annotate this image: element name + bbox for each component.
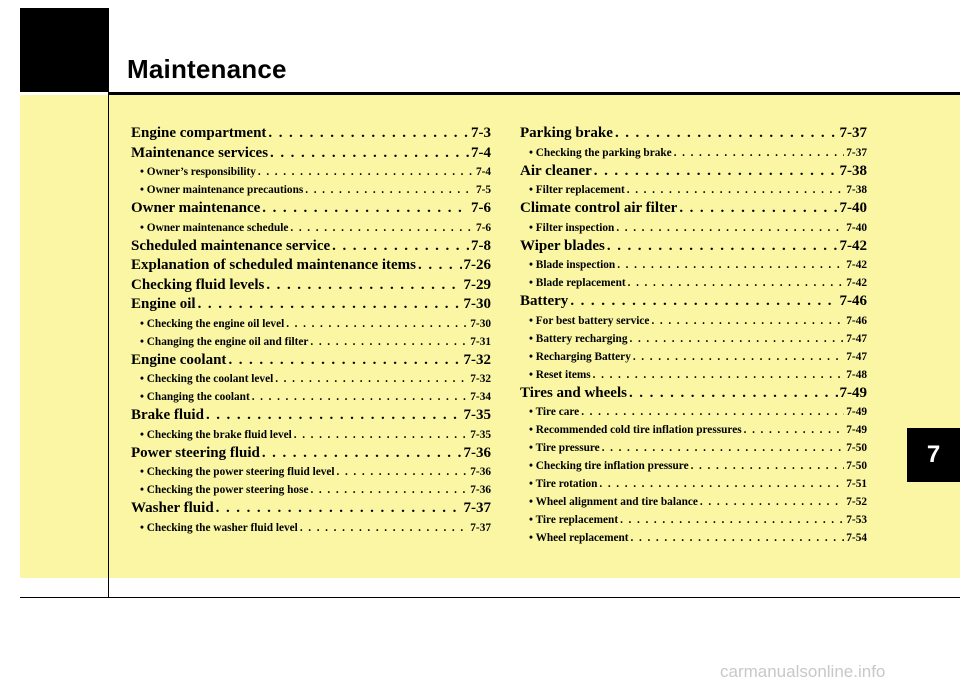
dot-leader — [599, 475, 844, 493]
dot-leader — [262, 199, 469, 219]
toc-entry-label: Washer fluid — [131, 500, 214, 516]
toc-entry-page: 7-36 — [463, 444, 491, 461]
toc-subentry[interactable] — [131, 219, 491, 237]
dot-leader — [679, 199, 837, 219]
toc-subentry[interactable] — [131, 519, 491, 537]
toc-entry-label: • Checking the coolant level — [140, 373, 274, 385]
dot-leader — [602, 439, 845, 457]
dot-leader — [310, 481, 468, 499]
corner-tab — [20, 8, 109, 92]
toc-entry-page: 7-3 — [471, 125, 491, 141]
toc-entry-page: 7-52 — [846, 496, 867, 508]
toc-subentry[interactable] — [131, 481, 491, 499]
dot-leader — [631, 529, 845, 547]
toc-entry-page: 7-46 — [846, 314, 867, 327]
dot-leader — [418, 256, 461, 276]
toc-entry-page: 7-47 — [846, 332, 867, 345]
toc-entry-page: 7-32 — [463, 351, 491, 368]
page-title: Maintenance — [127, 54, 287, 84]
toc-entry[interactable] — [131, 124, 491, 144]
toc-entry-page: 7-54 — [846, 532, 867, 544]
toc-subentry[interactable] — [520, 256, 867, 274]
toc-subentry[interactable] — [131, 181, 491, 199]
toc-entry-page: 7-30 — [470, 317, 491, 330]
dot-leader — [216, 499, 462, 519]
chapter-tab[interactable]: 7 — [907, 428, 960, 482]
toc-entry-page: 7-35 — [463, 407, 491, 423]
dot-leader — [286, 315, 468, 333]
toc-entry-label: • Checking the power steering fluid level — [140, 466, 335, 478]
toc-entry-label: • Filter replacement — [529, 184, 625, 196]
toc-entry-page: 7-38 — [846, 184, 867, 196]
toc-subentry[interactable] — [131, 426, 491, 444]
toc-subentry[interactable] — [131, 370, 491, 388]
toc-subentry[interactable] — [520, 366, 867, 384]
toc-entry-page: 7-47 — [846, 350, 867, 363]
toc-entry-page: 7-49 — [839, 384, 867, 401]
toc-entry-label: • Filter inspection — [529, 221, 615, 234]
toc-entry-label: Air cleaner — [520, 162, 592, 179]
toc-entry-label: • Reset items — [529, 368, 591, 381]
toc-entry[interactable] — [131, 406, 491, 426]
dot-leader — [337, 463, 469, 481]
toc-entry[interactable] — [520, 162, 867, 182]
toc-entry-page: 7-49 — [846, 406, 867, 418]
toc-subentry[interactable] — [131, 388, 491, 406]
toc-entry[interactable] — [131, 351, 491, 371]
toc-entry-label: Scheduled maintenance service — [131, 237, 331, 254]
toc-entry-page: 7-35 — [470, 428, 491, 441]
toc-entry-page: 7-31 — [470, 335, 491, 348]
toc-entry-page: 7-36 — [470, 466, 491, 478]
toc-entry-page: 7-4 — [471, 144, 491, 161]
toc-entry-label: • Owner maintenance precautions — [140, 184, 304, 196]
toc-entry-page: 7-48 — [846, 368, 867, 381]
dot-leader — [258, 163, 474, 181]
toc-entry-page: 7-8 — [471, 237, 491, 254]
dot-leader — [620, 511, 844, 529]
dot-leader — [616, 219, 844, 237]
dot-leader — [593, 366, 845, 384]
toc-entry-label: • Recharging Battery — [529, 350, 631, 363]
toc-entry-label: • Owner’s responsibility — [140, 166, 256, 178]
dot-leader — [691, 457, 845, 475]
toc-entry-label: • Checking the washer fluid level — [140, 521, 298, 534]
dot-leader — [651, 312, 844, 330]
toc-entry-label: Tires and wheels — [520, 384, 627, 401]
dot-leader — [628, 274, 845, 292]
toc-entry-label: • Wheel alignment and tire balance — [529, 496, 698, 508]
toc-entry-page: 7-30 — [463, 296, 491, 312]
toc-subentry[interactable] — [131, 315, 491, 333]
toc-entry-page: 7-4 — [475, 166, 491, 178]
toc-entry-page: 7-42 — [846, 259, 867, 271]
toc-entry-page: 7-34 — [470, 391, 491, 403]
toc-entry-page: 7-42 — [839, 237, 867, 254]
toc-entry-page: 7-6 — [475, 221, 491, 234]
dot-leader — [268, 124, 469, 144]
dot-leader — [206, 406, 462, 426]
toc-entry-page: 7-42 — [846, 277, 867, 289]
toc-entry-label: • Tire replacement — [529, 514, 619, 526]
toc-entry-label: • Tire pressure — [529, 442, 600, 454]
toc-subentry[interactable] — [520, 144, 867, 162]
toc-subentry[interactable] — [520, 274, 867, 292]
toc-entry[interactable] — [520, 199, 867, 219]
toc-subentry[interactable] — [131, 333, 491, 351]
toc-entry-label: Explanation of scheduled maintenance items — [131, 257, 417, 273]
toc-entry-page: 7-29 — [463, 276, 491, 293]
toc-entry-page: 7-5 — [475, 184, 491, 196]
dot-leader — [198, 295, 462, 315]
toc-entry-page: 7-50 — [846, 460, 867, 472]
toc-subentry[interactable] — [520, 348, 867, 366]
dot-leader — [570, 292, 837, 312]
toc-subentry[interactable] — [520, 181, 867, 199]
dot-leader — [305, 181, 474, 199]
toc-entry-label: • Owner maintenance schedule — [140, 221, 289, 234]
dot-leader — [633, 348, 844, 366]
toc-entry-label: • Checking the engine oil level — [140, 317, 285, 330]
dot-leader — [252, 388, 469, 406]
toc-entry-label: • Checking the brake fluid level — [140, 428, 292, 441]
toc-entry[interactable] — [520, 237, 867, 257]
toc-subentry[interactable] — [520, 403, 867, 421]
toc-entry-label: • Blade inspection — [529, 259, 616, 271]
toc-right-column — [520, 124, 867, 547]
toc-left-column — [131, 124, 491, 537]
toc-entry-page: 7-46 — [839, 293, 867, 309]
toc-entry-label: Engine compartment — [131, 125, 267, 141]
toc-entry-label: • Changing the coolant — [140, 391, 250, 403]
toc-subentry[interactable] — [520, 312, 867, 330]
toc-subentry[interactable] — [520, 529, 867, 547]
toc-subentry[interactable] — [520, 219, 867, 237]
dot-leader — [228, 351, 461, 371]
toc-entry-label: Battery — [520, 293, 569, 309]
toc-subentry[interactable] — [520, 439, 867, 457]
dot-leader — [744, 421, 845, 439]
dot-leader — [630, 330, 845, 348]
toc-entry-page: 7-37 — [463, 500, 491, 516]
toc-entry-page: 7-53 — [846, 514, 867, 526]
watermark: carmanualsonline.info — [720, 662, 886, 681]
toc-entry-label: Owner maintenance — [131, 200, 261, 216]
toc-entry-label: • Changing the engine oil and filter — [140, 335, 309, 348]
toc-entry-page: 7-40 — [839, 200, 867, 216]
toc-entry[interactable] — [131, 276, 491, 296]
dot-leader — [594, 162, 838, 182]
toc-entry-page: 7-38 — [839, 162, 867, 179]
dot-leader — [262, 444, 462, 464]
toc-entry-label: Engine coolant — [131, 351, 227, 368]
toc-entry[interactable] — [131, 237, 491, 257]
toc-entry-label: Parking brake — [520, 125, 613, 141]
toc-subentry[interactable] — [520, 421, 867, 439]
toc-entry-label: • Checking tire inflation pressure — [529, 460, 689, 472]
toc-subentry[interactable] — [520, 457, 867, 475]
dot-leader — [629, 384, 838, 404]
toc-entry-page: 7-50 — [846, 442, 867, 454]
toc-entry-page: 7-51 — [846, 478, 867, 490]
toc-entry-page: 7-40 — [846, 221, 867, 234]
toc-entry-label: • Tire rotation — [529, 478, 598, 490]
toc-entry-label: • Recommended cold tire inflation pressures — [529, 424, 742, 436]
toc-entry[interactable] — [520, 124, 867, 144]
toc-entry-page: 7-6 — [471, 200, 491, 216]
toc-entry[interactable] — [520, 292, 867, 312]
toc-entry-page: 7-37 — [846, 146, 867, 159]
dot-leader — [674, 144, 845, 162]
toc-entry-label: Brake fluid — [131, 407, 204, 423]
toc-entry-page: 7-37 — [839, 125, 867, 141]
bottom-divider — [20, 597, 960, 598]
toc-entry-label: Engine oil — [131, 296, 196, 312]
dot-leader — [581, 403, 844, 421]
toc-entry-label: Power steering fluid — [131, 444, 260, 461]
dot-leader — [300, 519, 468, 537]
dot-leader — [275, 370, 468, 388]
toc-entry[interactable] — [131, 256, 491, 276]
dot-leader — [615, 124, 838, 144]
dot-leader — [270, 144, 469, 164]
dot-leader — [266, 276, 461, 296]
toc-entry-label: • Tire care — [529, 406, 580, 418]
toc-subentry[interactable] — [131, 163, 491, 181]
toc-entry[interactable] — [131, 499, 491, 519]
toc-entry[interactable] — [131, 144, 491, 164]
toc-entry-label: • Checking the power steering hose — [140, 484, 309, 496]
toc-subentry[interactable] — [520, 475, 867, 493]
toc-entry-label: • Battery recharging — [529, 332, 628, 345]
dot-leader — [294, 426, 469, 444]
toc-entry[interactable] — [520, 384, 867, 404]
dot-leader — [607, 237, 838, 257]
toc-entry-label: • Wheel replacement — [529, 532, 629, 544]
dot-leader — [700, 493, 844, 511]
dot-leader — [617, 256, 844, 274]
toc-entry[interactable] — [131, 199, 491, 219]
toc-entry-label: Climate control air filter — [520, 200, 678, 216]
toc-entry-label: • Blade replacement — [529, 277, 626, 289]
toc-subentry[interactable] — [520, 330, 867, 348]
toc-entry-page: 7-37 — [470, 521, 491, 534]
dot-leader — [290, 219, 474, 237]
toc-entry-page: 7-26 — [463, 257, 491, 273]
toc-entry[interactable] — [131, 444, 491, 464]
toc-entry[interactable] — [131, 295, 491, 315]
toc-entry-label: Checking fluid levels — [131, 276, 265, 293]
toc-entry-label: Maintenance services — [131, 144, 269, 161]
toc-subentry[interactable] — [520, 511, 867, 529]
margin-line — [108, 8, 109, 597]
toc-entry-label: Wiper blades — [520, 237, 605, 254]
toc-entry-page: 7-32 — [470, 373, 491, 385]
toc-subentry[interactable] — [520, 493, 867, 511]
dot-leader — [627, 181, 845, 199]
toc-entry-label: • Checking the parking brake — [529, 146, 672, 159]
toc-entry-page: 7-49 — [846, 424, 867, 436]
toc-entry-label: • For best battery service — [529, 314, 650, 327]
toc-subentry[interactable] — [131, 463, 491, 481]
toc-entry-page: 7-36 — [470, 484, 491, 496]
dot-leader — [310, 333, 468, 351]
dot-leader — [332, 237, 469, 257]
